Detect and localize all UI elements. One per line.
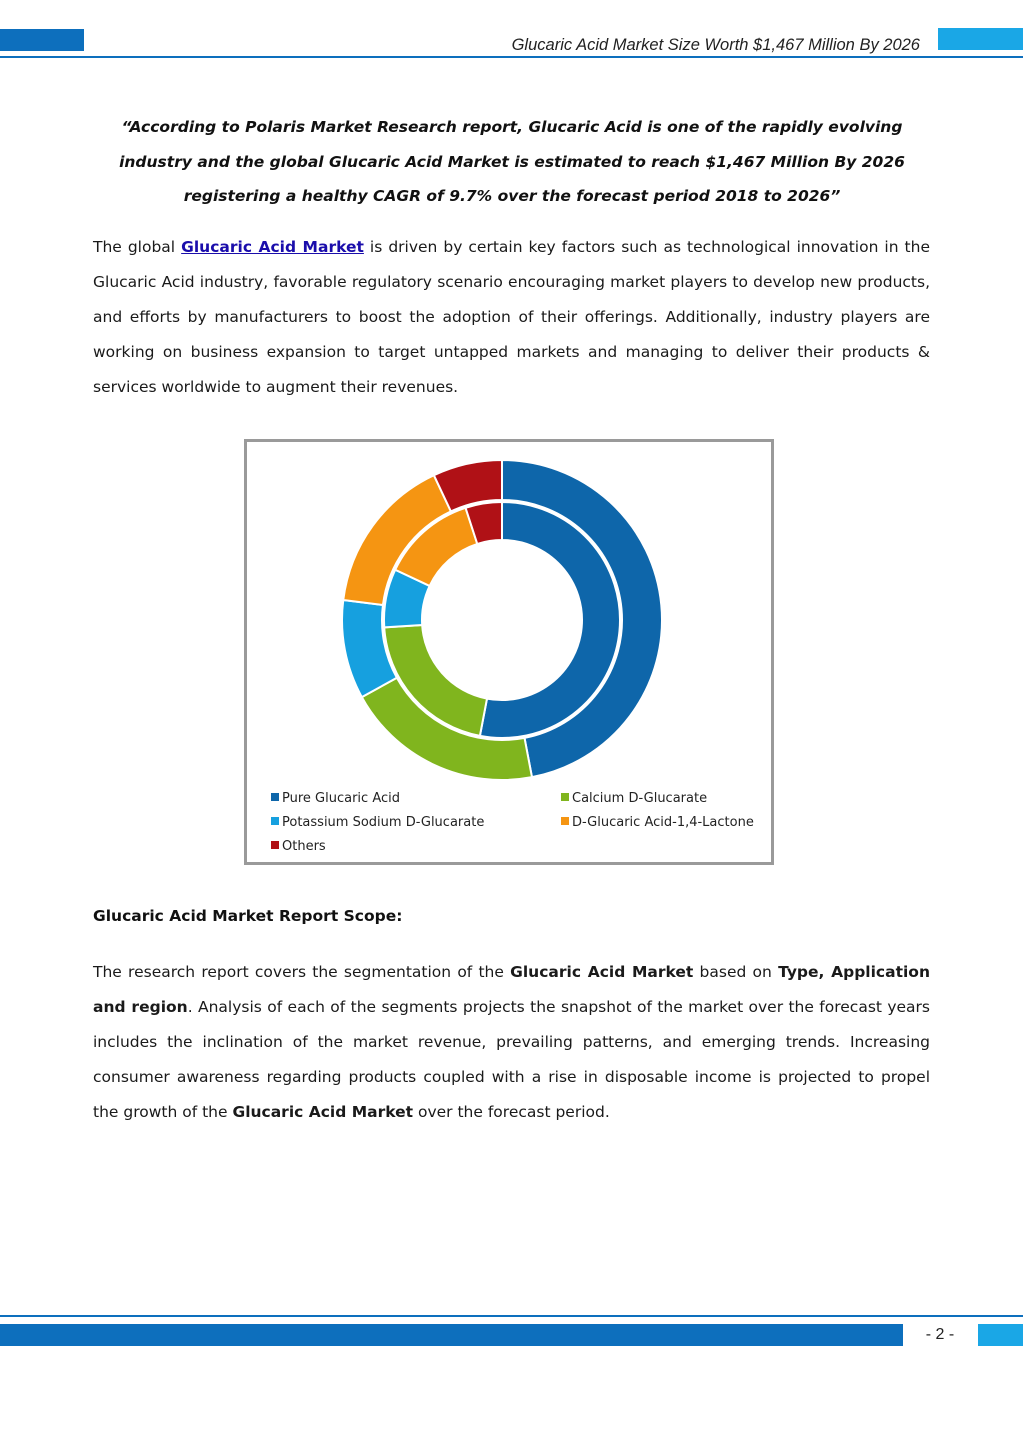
footer-accent-bar bbox=[0, 1324, 903, 1346]
report-scope-heading: Glucaric Acid Market Report Scope: bbox=[93, 907, 403, 925]
highlight-quote: “According to Polaris Market Research report, Glucaric Acid is one of the rapidly evolving industry and the global Glucaric Acid Market is estimated to reach $1,467 Million By 2026 registering a healthy CAGR of 9.7% over the forecast period 2018 to 2026” bbox=[119, 118, 905, 205]
legend-label: Others bbox=[282, 839, 326, 854]
legend-label: Calcium D-Glucarate bbox=[572, 791, 708, 806]
legend-swatch bbox=[561, 817, 569, 825]
intro-paragraph bbox=[93, 230, 930, 405]
scope-bold-segments: Type, Application and region bbox=[93, 963, 930, 1016]
scope-text-1: The research report covers the segmentation of the bbox=[93, 963, 511, 981]
footer-rule bbox=[0, 1315, 1023, 1317]
scope-text-2: based on bbox=[693, 963, 779, 981]
legend-item-2 bbox=[561, 791, 707, 806]
legend-swatch bbox=[271, 841, 279, 849]
legend-swatch bbox=[271, 793, 279, 801]
legend-item-1 bbox=[271, 791, 400, 806]
legend-label: Pure Glucaric Acid bbox=[282, 791, 400, 806]
legend-item-5 bbox=[271, 839, 326, 854]
scope-bold-market-2: Glucaric Acid Market bbox=[232, 1103, 414, 1121]
header-accent-block bbox=[0, 29, 84, 51]
scope-bold-market: Glucaric Acid Market bbox=[510, 963, 694, 981]
intro-prefix: The global bbox=[93, 238, 182, 256]
legend-swatch bbox=[561, 793, 569, 801]
header-rule bbox=[0, 56, 1023, 58]
legend-label: Potassium Sodium D-Glucarate bbox=[282, 815, 485, 830]
legend-label: D-Glucaric Acid-1,4-Lactone bbox=[572, 815, 754, 830]
scope-text-4: over the forecast period. bbox=[413, 1103, 610, 1121]
market-share-chart bbox=[244, 439, 774, 865]
legend-item-3 bbox=[271, 815, 484, 830]
scope-text-3: . Analysis of each of the segments projects the snapshot of the market over the forecast years includes the inclination of the market revenue, prevailing patterns, and emerging trends. Increasing consumer awareness regarding products coupled with a rise in disposable income is projected to propel the growth of the bbox=[93, 998, 931, 1121]
glucaric-acid-market-link[interactable]: Glucaric Acid Market bbox=[181, 238, 364, 256]
intro-suffix: is driven by certain key factors such as technological innovation in the Glucaric Acid industry, favorable regulatory scenario encouraging market players to develop new products, and efforts by manufacturers to boost the adoption of their offerings. Additionally, industry players are working on business expansion to target untapped markets and managing to deliver their products & services worldwide to augment their revenues. bbox=[93, 238, 930, 396]
page-number: - 2 - bbox=[925, 1326, 955, 1343]
legend-swatch bbox=[271, 817, 279, 825]
header-accent-block-right bbox=[938, 28, 1023, 50]
legend-item-4 bbox=[561, 815, 754, 830]
footer-accent-block-right bbox=[978, 1324, 1023, 1346]
document-header-title: Glucaric Acid Market Size Worth $1,467 Million By 2026 bbox=[511, 36, 920, 54]
report-scope-paragraph bbox=[93, 955, 930, 1130]
